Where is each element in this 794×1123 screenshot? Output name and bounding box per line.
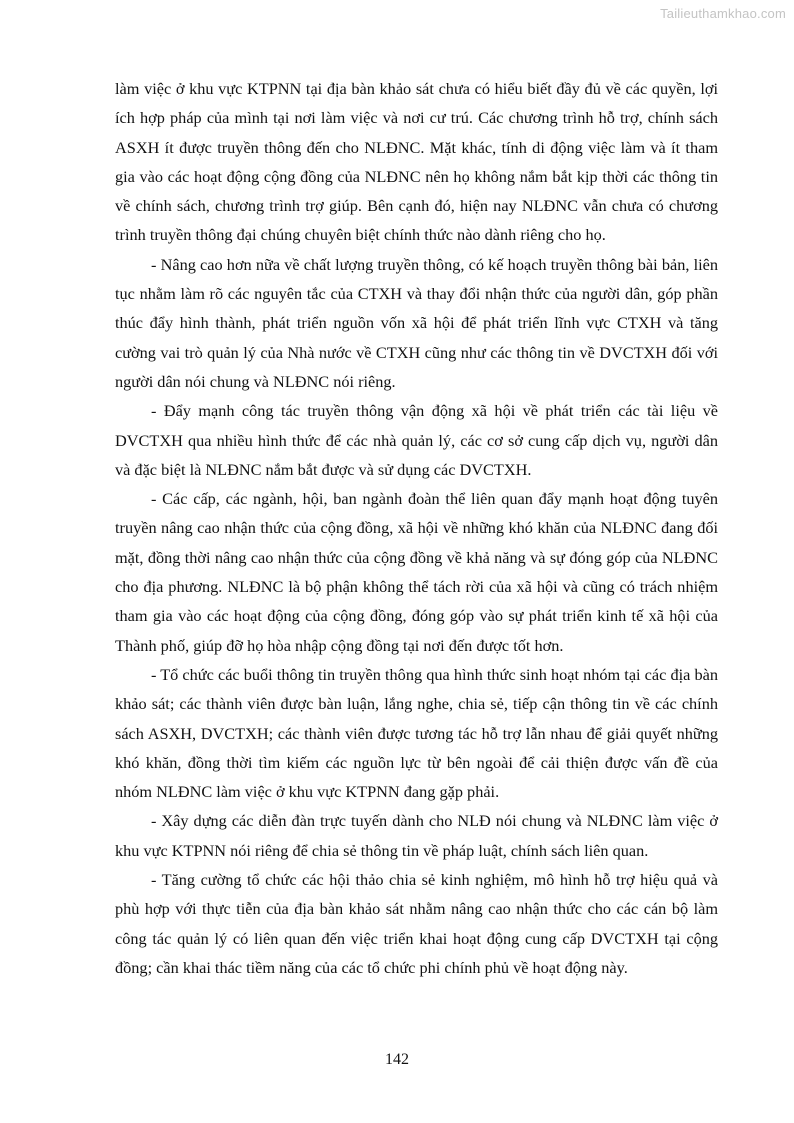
- paragraph-awareness-raising: - Các cấp, các ngành, hội, ban ngành đoàn thể liên quan đẩy mạnh hoạt động tuyên truyền nâng cao nhận thức của cộng đồng, xã hội về những khó khăn của NLĐNC đang đối mặt, đồng thời nâng cao nhận thức của cộng đồng về khả năng và sự đóng góp của NLĐNC cho địa phương. NLĐNC là bộ phận không thể tách rời của xã hội và cũng có trách nhiệm tham gia vào các hoạt động của cộng đồng, đóng góp vào sự phát triển kinh tế xã hội của Thành phố, giúp đỡ họ hòa nhập cộng đồng tại nơi đến được tốt hơn.: [115, 489, 718, 655]
- paragraph-workshops: - Tăng cường tổ chức các hội thảo chia sẻ kinh nghiệm, mô hình hỗ trợ hiệu quả và phù hợp với thực tiễn của địa bàn khảo sát nhằm nâng cao nhận thức cho các cán bộ làm công tác quản lý có liên quan đến việc triển khai hoạt động cung cấp DVCTXH tại cộng đồng; cần khai thác tiềm năng của các tổ chức phi chính phủ về hoạt động này.: [115, 870, 718, 977]
- paragraph-group-sessions: - Tổ chức các buổi thông tin truyền thông qua hình thức sinh hoạt nhóm tại các địa bàn khảo sát; các thành viên được bàn luận, lắng nghe, chia sẻ, tiếp cận thông tin về các chính sách ASXH, DVCTXH; các thành viên được tương tác hỗ trợ lẫn nhau để giải quyết những khó khăn, đồng thời tìm kiếm các nguồn lực từ bên ngoài để cải thiện được vấn đề của nhóm NLĐNC làm việc ở khu vực KTPNN đang gặp phải.: [115, 664, 718, 802]
- paragraph-social-mobilization: - Đẩy mạnh công tác truyền thông vận động xã hội về phát triển các tài liệu về DVCTXH qua nhiều hình thức để các nhà quản lý, các cơ sở cung cấp dịch vụ, người dân và đặc biệt là NLĐNC nắm bắt được và sử dụng các DVCTXH.: [115, 401, 718, 479]
- page-number: 142: [385, 1051, 409, 1068]
- paragraph-online-forums: - Xây dựng các diễn đàn trực tuyến dành cho NLĐ nói chung và NLĐNC làm việc ở khu vực KTPNN nói riêng để chia sẻ thông tin về pháp luật, chính sách liên quan.: [115, 811, 718, 860]
- paragraph-continuation: làm việc ở khu vực KTPNN tại địa bàn khảo sát chưa có hiểu biết đầy đủ về các quyền, lợi ích hợp pháp của mình tại nơi làm việc và nơi cư trú. Các chương trình hỗ trợ, chính sách ASXH ít được truyền thông đến cho NLĐNC. Mặt khác, tính di động việc làm và ít tham gia vào các hoạt động cộng đồng của NLĐNC nên họ không nắm bắt kịp thời các thông tin về chính sách, chương trình trợ giúp. Bên cạnh đó, hiện nay NLĐNC vẫn chưa có chương trình truyền thông đại chúng chuyên biệt chính thức nào dành riêng cho họ.: [115, 79, 718, 245]
- paragraph-communication-quality: - Nâng cao hơn nữa về chất lượng truyền thông, có kế hoạch truyền thông bài bản, liên tục nhằm làm rõ các nguyên tắc của CTXH và thay đổi nhận thức của người dân, góp phần thúc đẩy hình thành, phát triển nguồn vốn xã hội để phát triển lĩnh vực CTXH và tăng cường vai trò quản lý của Nhà nước về CTXH cũng như các thông tin về DVCTXH đối với người dân nói chung và NLĐNC nói riêng.: [115, 254, 718, 391]
- document-body: [115, 74, 718, 982]
- watermark-text: Tailieuthamkhao.com: [660, 6, 786, 21]
